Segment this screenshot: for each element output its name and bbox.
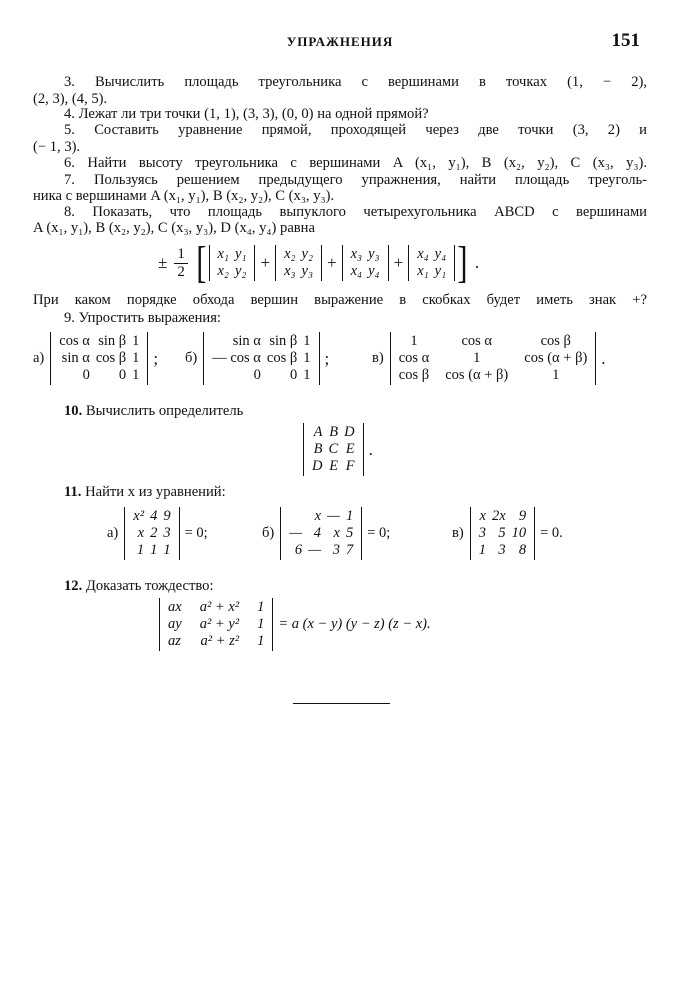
exercise-3-line-2: (2, 3), (4, 5).	[33, 91, 108, 107]
exercise-8-line-2: A (x₁, y₁), B (x₂, y₂), C (x₃, y₃), D (x₄, y₄) равна	[33, 220, 315, 236]
plus-sign: +	[327, 253, 337, 272]
det-cell: sin β	[98, 333, 127, 349]
exercise-9-title: 9. Упростить выражения:	[64, 310, 221, 326]
exercise-text: Найти x из уравнений:	[85, 484, 226, 500]
end-of-section-rule	[293, 703, 390, 704]
det-cell: E	[345, 441, 355, 457]
identity-rhs: = a (x − y) (y − z) (z − x).	[278, 616, 431, 632]
page-header	[0, 30, 680, 56]
label-b: б)	[185, 350, 198, 366]
det-cell: x₂	[217, 263, 229, 279]
determinant-4	[408, 245, 455, 281]
det-cell: a² + x²	[199, 599, 240, 615]
exercise-10-title	[33, 402, 647, 420]
det-cell: x	[137, 525, 145, 541]
det-cell: 3	[498, 542, 506, 558]
separator: ;	[324, 348, 330, 368]
det-cell: x₄	[350, 263, 363, 279]
exercise-11-c	[452, 507, 568, 560]
det-cell: 1	[345, 508, 354, 524]
det-cell: y₄	[368, 263, 380, 279]
det-cell: x₂	[284, 246, 296, 262]
det-cell: 8	[518, 542, 527, 558]
det-cell: D	[312, 458, 323, 474]
left-square-bracket: [	[196, 238, 207, 287]
det-cell: —	[327, 508, 340, 524]
det-cell: x₁	[217, 246, 229, 262]
det-cell: 1	[257, 616, 265, 632]
label-c: в)	[372, 350, 384, 366]
det-cell: A	[313, 424, 323, 440]
det-cell: 1	[136, 542, 145, 558]
det-cell: x₄	[417, 246, 429, 262]
formula-period: .	[474, 253, 480, 272]
det-cell: F	[345, 458, 355, 474]
det-cell: 0	[82, 367, 90, 383]
exercise-8-line-1: 8. Показать, что площадь выпуклого четырехугольника ABCD с вершинами	[64, 204, 647, 220]
det-cell: 2	[150, 525, 158, 541]
fraction-numerator: 1	[174, 246, 188, 264]
det-cell: cos α	[59, 333, 90, 349]
separator: ;	[153, 348, 159, 368]
plus-minus-sign: ±	[158, 253, 168, 272]
label-c: в)	[452, 525, 464, 541]
det-cell: 1	[257, 633, 265, 649]
det-cell: 0	[253, 367, 261, 383]
det-cell: 9	[518, 508, 527, 524]
right-square-bracket: ]	[457, 238, 468, 287]
det-cell: 4	[150, 508, 158, 524]
det-cell: 1	[473, 350, 481, 366]
exercise-number: 12.	[64, 578, 83, 594]
det-cell: 1	[552, 367, 560, 383]
det-cell: y₃	[368, 246, 380, 262]
formula-period: .	[601, 348, 606, 368]
determinant-11c	[470, 507, 535, 560]
exercise-8-formula	[153, 238, 484, 287]
exercise-7-line-2: ника с вершинами A (x₁, y₁), B (x₂, y₂), C (x₃, y₃).	[33, 188, 335, 204]
label-a: а)	[33, 350, 45, 366]
plus-sign: +	[393, 253, 404, 272]
det-cell: 7	[345, 542, 354, 558]
det-cell: y₂	[301, 246, 314, 262]
determinant-11b	[280, 507, 362, 560]
exercise-5-line-1: 5. Составить уравнение прямой, проходящей через две точки (3, 2) и	[64, 122, 647, 138]
det-cell: 1	[132, 333, 140, 349]
exercise-6: 6. Найти высоту треугольника с вершинами A (x₁, y₁), B (x₂, y₂), C (x₃, y₃).	[64, 155, 647, 171]
det-cell: — cos α	[212, 350, 261, 366]
exercise-11-a	[107, 507, 213, 560]
det-cell: cos β	[95, 350, 127, 366]
label-a: а)	[107, 525, 119, 541]
det-cell: 3	[163, 525, 171, 541]
det-cell: 1	[150, 542, 158, 558]
det-cell: 2x	[491, 508, 506, 524]
equation-rhs: = 0.	[540, 525, 563, 541]
determinant-11a	[124, 507, 179, 560]
exercise-12-formula	[159, 598, 436, 651]
det-cell: 1	[163, 542, 171, 558]
determinant-1	[209, 245, 256, 281]
det-cell: x₃	[284, 263, 296, 279]
det-cell: 3	[332, 542, 340, 558]
det-cell: 9	[163, 508, 171, 524]
det-cell: 6	[294, 542, 303, 558]
det-cell: 1	[303, 367, 311, 383]
det-cell: cos β	[398, 367, 430, 383]
running-title: УПРАЖНЕНИЯ	[286, 34, 394, 49]
det-cell: x₁	[417, 263, 429, 279]
det-cell: cos β	[540, 333, 571, 349]
exercise-11-title	[33, 483, 647, 501]
det-cell: y₃	[301, 263, 314, 279]
exercise-9-b	[185, 332, 334, 385]
det-cell: 1	[410, 333, 418, 349]
plus-sign: +	[260, 253, 271, 272]
det-cell: sin α	[232, 333, 261, 349]
determinant-2	[275, 245, 322, 281]
exercise-10-formula	[303, 423, 378, 476]
det-cell: 0	[118, 367, 127, 383]
det-cell: sin α	[61, 350, 90, 366]
exercise-number: 10.	[64, 403, 83, 419]
det-cell: B	[329, 424, 339, 440]
det-cell: cos α	[398, 350, 430, 366]
exercise-text: Вычислить определитель	[85, 403, 244, 419]
det-cell: ax	[168, 599, 182, 615]
det-cell: x	[479, 508, 486, 524]
det-cell: ay	[168, 616, 182, 632]
det-cell: a² + z²	[200, 633, 240, 649]
det-cell: cos (α + β)	[524, 350, 588, 366]
det-cell: a² + y²	[199, 616, 240, 632]
det-cell: 1	[132, 350, 140, 366]
exercise-number: 11.	[64, 484, 82, 500]
det-cell: 4	[313, 525, 322, 541]
determinant-10	[303, 423, 364, 476]
det-cell	[286, 508, 305, 525]
det-cell: 1	[303, 350, 311, 366]
det-cell: sin β	[269, 333, 298, 349]
exercise-text: Доказать тождество:	[85, 578, 214, 594]
one-half-fraction	[174, 246, 188, 281]
det-cell: D	[344, 424, 355, 440]
det-cell: —	[308, 542, 322, 558]
exercise-11-b	[262, 507, 395, 560]
fraction-denominator: 2	[177, 263, 185, 280]
exercise-3-line-1: 3. Вычислить площадь треугольника с вершинами в точках (1, − 2),	[64, 74, 647, 90]
det-cell: y₁	[234, 246, 247, 262]
exercise-9-c	[372, 332, 611, 385]
determinant-9a	[50, 332, 148, 385]
equation-rhs: = 0;	[184, 525, 208, 541]
det-cell: cos β	[266, 350, 298, 366]
det-cell: E	[329, 458, 339, 474]
equation-rhs: = 0;	[367, 525, 391, 541]
exercise-8-question: При каком порядке обхода вершин выражение в скобках будет иметь знак +?	[33, 292, 647, 308]
det-cell: x²	[133, 508, 145, 524]
exercise-7-line-1: 7. Пользуясь решением предыдущего упражнения, найти площадь треуголь-	[64, 172, 647, 188]
determinant-3	[342, 245, 389, 281]
formula-period: .	[368, 439, 373, 459]
det-cell: 3	[478, 525, 486, 541]
det-cell: x	[314, 508, 322, 524]
det-cell: cos α	[461, 333, 493, 349]
det-cell: 5	[345, 525, 354, 541]
det-cell: 0	[290, 367, 298, 383]
exercise-4: 4. Лежат ли три точки (1, 1), (3, 3), (0, 0) на одной прямой?	[64, 106, 429, 122]
exercise-5-line-2: (− 1, 3).	[33, 139, 81, 155]
exercise-12-title	[33, 577, 647, 595]
det-cell: y₁	[434, 263, 447, 279]
page-number: 151	[611, 30, 640, 51]
determinant-9b	[203, 332, 319, 385]
det-cell: x	[333, 525, 340, 541]
det-cell: y₂	[234, 263, 247, 279]
label-b: б)	[262, 525, 275, 541]
determinant-12	[159, 598, 273, 651]
det-cell: 1	[478, 542, 486, 558]
det-cell: y₄	[434, 246, 447, 262]
determinant-9c	[390, 332, 597, 385]
det-cell: 5	[498, 525, 506, 541]
det-cell: x₃	[350, 246, 363, 262]
det-cell: 10	[511, 525, 527, 541]
det-cell: 1	[132, 367, 140, 383]
det-cell: cos (α + β)	[445, 367, 509, 383]
det-cell: az	[168, 633, 181, 649]
det-cell: C	[328, 441, 339, 457]
exercise-9-a	[33, 332, 163, 385]
det-cell: B	[313, 441, 323, 457]
det-cell: 1	[303, 333, 311, 349]
det-cell: —	[289, 525, 303, 541]
det-cell: 1	[257, 599, 265, 615]
